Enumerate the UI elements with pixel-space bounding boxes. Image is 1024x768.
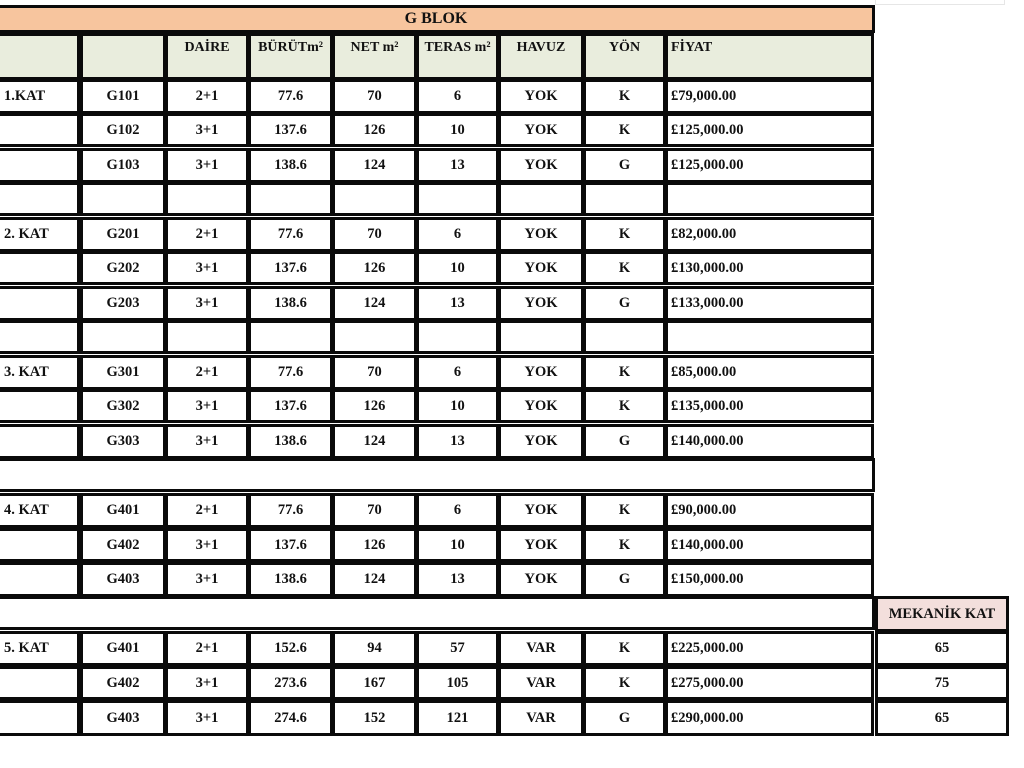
cell-daire-no: G302 bbox=[80, 389, 166, 423]
cell-havuz: VAR bbox=[498, 631, 584, 666]
cell-havuz: YOK bbox=[498, 424, 584, 459]
cell-fiyat: £79,000.00 bbox=[665, 79, 874, 114]
cell-fiyat: £125,000.00 bbox=[665, 148, 874, 183]
cell-yon: K bbox=[583, 528, 666, 562]
cell-kat bbox=[0, 389, 80, 423]
cell-kat: 5. KAT bbox=[0, 631, 80, 666]
cell-kat bbox=[0, 320, 80, 354]
cell-daire-no: G402 bbox=[80, 528, 166, 562]
cell-burut bbox=[248, 182, 333, 216]
cell-teras: 6 bbox=[416, 355, 499, 390]
cell-burut: 274.6 bbox=[248, 700, 333, 736]
cell-burut: 77.6 bbox=[248, 217, 333, 252]
cell-daire: 2+1 bbox=[165, 217, 249, 252]
cell-daire-no: G101 bbox=[80, 79, 166, 114]
cell-havuz: VAR bbox=[498, 666, 584, 700]
cell-daire-no: G401 bbox=[80, 493, 166, 528]
cell-fiyat: £140,000.00 bbox=[665, 424, 874, 459]
cell-daire bbox=[165, 320, 249, 354]
cell-yon: K bbox=[583, 355, 666, 390]
cell-teras: 6 bbox=[416, 217, 499, 252]
spacer-row bbox=[0, 458, 875, 492]
cell-fiyat: £82,000.00 bbox=[665, 217, 874, 252]
cell-net: 126 bbox=[332, 251, 417, 285]
spacer-row bbox=[0, 596, 875, 630]
cell-net: 124 bbox=[332, 286, 417, 321]
cell-daire-no: G103 bbox=[80, 148, 166, 183]
cell-kat bbox=[0, 666, 80, 700]
cell-havuz: YOK bbox=[498, 286, 584, 321]
cell-yon bbox=[583, 182, 666, 216]
cell-burut: 152.6 bbox=[248, 631, 333, 666]
header-cell-havuz: HAVUZ bbox=[498, 33, 584, 80]
cell-fiyat: £275,000.00 bbox=[665, 666, 874, 700]
cell-teras: 13 bbox=[416, 148, 499, 183]
cell-burut: 137.6 bbox=[248, 113, 333, 147]
cell-yon: K bbox=[583, 666, 666, 700]
cell-daire: 3+1 bbox=[165, 113, 249, 147]
cell-havuz: YOK bbox=[498, 528, 584, 562]
cell-net: 70 bbox=[332, 355, 417, 390]
cell-daire: 2+1 bbox=[165, 631, 249, 666]
cell-daire: 2+1 bbox=[165, 493, 249, 528]
cell-net: 167 bbox=[332, 666, 417, 700]
cell-daire-no: G102 bbox=[80, 113, 166, 147]
cell-teras: 13 bbox=[416, 562, 499, 597]
cell-yon: G bbox=[583, 562, 666, 597]
cell-daire-no: G201 bbox=[80, 217, 166, 252]
cell-havuz: YOK bbox=[498, 217, 584, 252]
cell-daire: 3+1 bbox=[165, 148, 249, 183]
cell-fiyat bbox=[665, 320, 874, 354]
cell-teras: 10 bbox=[416, 389, 499, 423]
cell-net bbox=[332, 182, 417, 216]
cell-yon: K bbox=[583, 113, 666, 147]
cell-daire bbox=[165, 182, 249, 216]
cell-kat bbox=[0, 113, 80, 147]
cell-yon: K bbox=[583, 389, 666, 423]
cell-yon: K bbox=[583, 79, 666, 114]
cell-burut: 77.6 bbox=[248, 493, 333, 528]
cell-kat: 4. KAT bbox=[0, 493, 80, 528]
cell-fiyat: £290,000.00 bbox=[665, 700, 874, 736]
cell-teras: 13 bbox=[416, 424, 499, 459]
cell-daire: 3+1 bbox=[165, 700, 249, 736]
cell-fiyat bbox=[665, 182, 874, 216]
cell-kat bbox=[0, 286, 80, 321]
cell-net: 126 bbox=[332, 113, 417, 147]
mekanik-kat-value: 65 bbox=[875, 700, 1009, 736]
cell-havuz: YOK bbox=[498, 493, 584, 528]
cell-daire-no bbox=[80, 320, 166, 354]
cell-net: 124 bbox=[332, 562, 417, 597]
cell-daire: 3+1 bbox=[165, 562, 249, 597]
cell-teras: 6 bbox=[416, 493, 499, 528]
cell-kat bbox=[0, 700, 80, 736]
cell-teras: 6 bbox=[416, 79, 499, 114]
cell-burut: 138.6 bbox=[248, 562, 333, 597]
header-cell-fiyat: FİYAT bbox=[665, 33, 874, 80]
cell-fiyat: £135,000.00 bbox=[665, 389, 874, 423]
cell-daire-no bbox=[80, 182, 166, 216]
header-cell-burut: BÜRÜTm² bbox=[248, 33, 333, 80]
cell-kat: 2. KAT bbox=[0, 217, 80, 252]
cell-daire: 2+1 bbox=[165, 355, 249, 390]
cell-fiyat: £225,000.00 bbox=[665, 631, 874, 666]
cell-teras bbox=[416, 320, 499, 354]
table-title: G BLOK bbox=[0, 5, 875, 33]
cell-havuz: YOK bbox=[498, 79, 584, 114]
cell-fiyat: £125,000.00 bbox=[665, 113, 874, 147]
cell-daire: 3+1 bbox=[165, 251, 249, 285]
cell-daire-no: G202 bbox=[80, 251, 166, 285]
mekanik-kat-header: MEKANİK KAT bbox=[875, 596, 1009, 632]
cell-kat bbox=[0, 562, 80, 597]
cell-burut: 137.6 bbox=[248, 528, 333, 562]
cell-net: 152 bbox=[332, 700, 417, 736]
cell-daire-no: G203 bbox=[80, 286, 166, 321]
header-cell-teras: TERAS m² bbox=[416, 33, 499, 80]
background-gridline bbox=[875, 0, 1005, 5]
cell-havuz: YOK bbox=[498, 355, 584, 390]
cell-daire-no: G401 bbox=[80, 631, 166, 666]
header-cell-daire-no bbox=[80, 33, 166, 80]
cell-havuz: YOK bbox=[498, 389, 584, 423]
header-cell-kat bbox=[0, 33, 80, 80]
header-cell-daire: DAİRE bbox=[165, 33, 249, 80]
cell-daire: 3+1 bbox=[165, 286, 249, 321]
cell-havuz: YOK bbox=[498, 251, 584, 285]
cell-yon: K bbox=[583, 631, 666, 666]
cell-teras: 57 bbox=[416, 631, 499, 666]
cell-teras: 10 bbox=[416, 528, 499, 562]
cell-fiyat: £140,000.00 bbox=[665, 528, 874, 562]
cell-burut: 137.6 bbox=[248, 389, 333, 423]
cell-daire-no: G301 bbox=[80, 355, 166, 390]
cell-daire: 3+1 bbox=[165, 528, 249, 562]
cell-teras bbox=[416, 182, 499, 216]
cell-net: 126 bbox=[332, 528, 417, 562]
cell-net bbox=[332, 320, 417, 354]
cell-kat bbox=[0, 251, 80, 285]
cell-burut: 138.6 bbox=[248, 424, 333, 459]
cell-net: 70 bbox=[332, 79, 417, 114]
cell-burut: 273.6 bbox=[248, 666, 333, 700]
cell-fiyat: £130,000.00 bbox=[665, 251, 874, 285]
cell-havuz: YOK bbox=[498, 113, 584, 147]
cell-havuz: VAR bbox=[498, 700, 584, 736]
cell-yon: G bbox=[583, 424, 666, 459]
cell-havuz: YOK bbox=[498, 562, 584, 597]
cell-daire-no: G403 bbox=[80, 700, 166, 736]
cell-burut bbox=[248, 320, 333, 354]
cell-kat: 3. KAT bbox=[0, 355, 80, 390]
cell-havuz bbox=[498, 182, 584, 216]
cell-teras: 13 bbox=[416, 286, 499, 321]
mekanik-kat-value: 65 bbox=[875, 631, 1009, 666]
cell-teras: 10 bbox=[416, 113, 499, 147]
cell-daire: 3+1 bbox=[165, 389, 249, 423]
cell-daire-no: G303 bbox=[80, 424, 166, 459]
cell-fiyat: £150,000.00 bbox=[665, 562, 874, 597]
cell-kat bbox=[0, 424, 80, 459]
cell-net: 94 bbox=[332, 631, 417, 666]
cell-kat bbox=[0, 528, 80, 562]
cell-fiyat: £133,000.00 bbox=[665, 286, 874, 321]
cell-yon: G bbox=[583, 700, 666, 736]
cell-burut: 77.6 bbox=[248, 79, 333, 114]
cell-kat: 1.KAT bbox=[0, 79, 80, 114]
cell-burut: 137.6 bbox=[248, 251, 333, 285]
cell-net: 124 bbox=[332, 148, 417, 183]
cell-net: 124 bbox=[332, 424, 417, 459]
cell-net: 126 bbox=[332, 389, 417, 423]
cell-teras: 105 bbox=[416, 666, 499, 700]
cell-fiyat: £90,000.00 bbox=[665, 493, 874, 528]
cell-yon: K bbox=[583, 493, 666, 528]
cell-kat bbox=[0, 182, 80, 216]
cell-daire: 3+1 bbox=[165, 424, 249, 459]
cell-fiyat: £85,000.00 bbox=[665, 355, 874, 390]
cell-burut: 138.6 bbox=[248, 148, 333, 183]
cell-yon: G bbox=[583, 148, 666, 183]
cell-burut: 138.6 bbox=[248, 286, 333, 321]
cell-daire-no: G402 bbox=[80, 666, 166, 700]
cell-teras: 10 bbox=[416, 251, 499, 285]
cell-havuz: YOK bbox=[498, 148, 584, 183]
cell-yon: K bbox=[583, 251, 666, 285]
header-cell-net: NET m² bbox=[332, 33, 417, 80]
cell-daire: 2+1 bbox=[165, 79, 249, 114]
cell-daire: 3+1 bbox=[165, 666, 249, 700]
cell-yon bbox=[583, 320, 666, 354]
cell-kat bbox=[0, 148, 80, 183]
cell-burut: 77.6 bbox=[248, 355, 333, 390]
cell-net: 70 bbox=[332, 493, 417, 528]
header-cell-yon: YÖN bbox=[583, 33, 666, 80]
cell-teras: 121 bbox=[416, 700, 499, 736]
cell-havuz bbox=[498, 320, 584, 354]
mekanik-kat-value: 75 bbox=[875, 666, 1009, 700]
cell-yon: G bbox=[583, 286, 666, 321]
cell-yon: K bbox=[583, 217, 666, 252]
cell-net: 70 bbox=[332, 217, 417, 252]
cell-daire-no: G403 bbox=[80, 562, 166, 597]
